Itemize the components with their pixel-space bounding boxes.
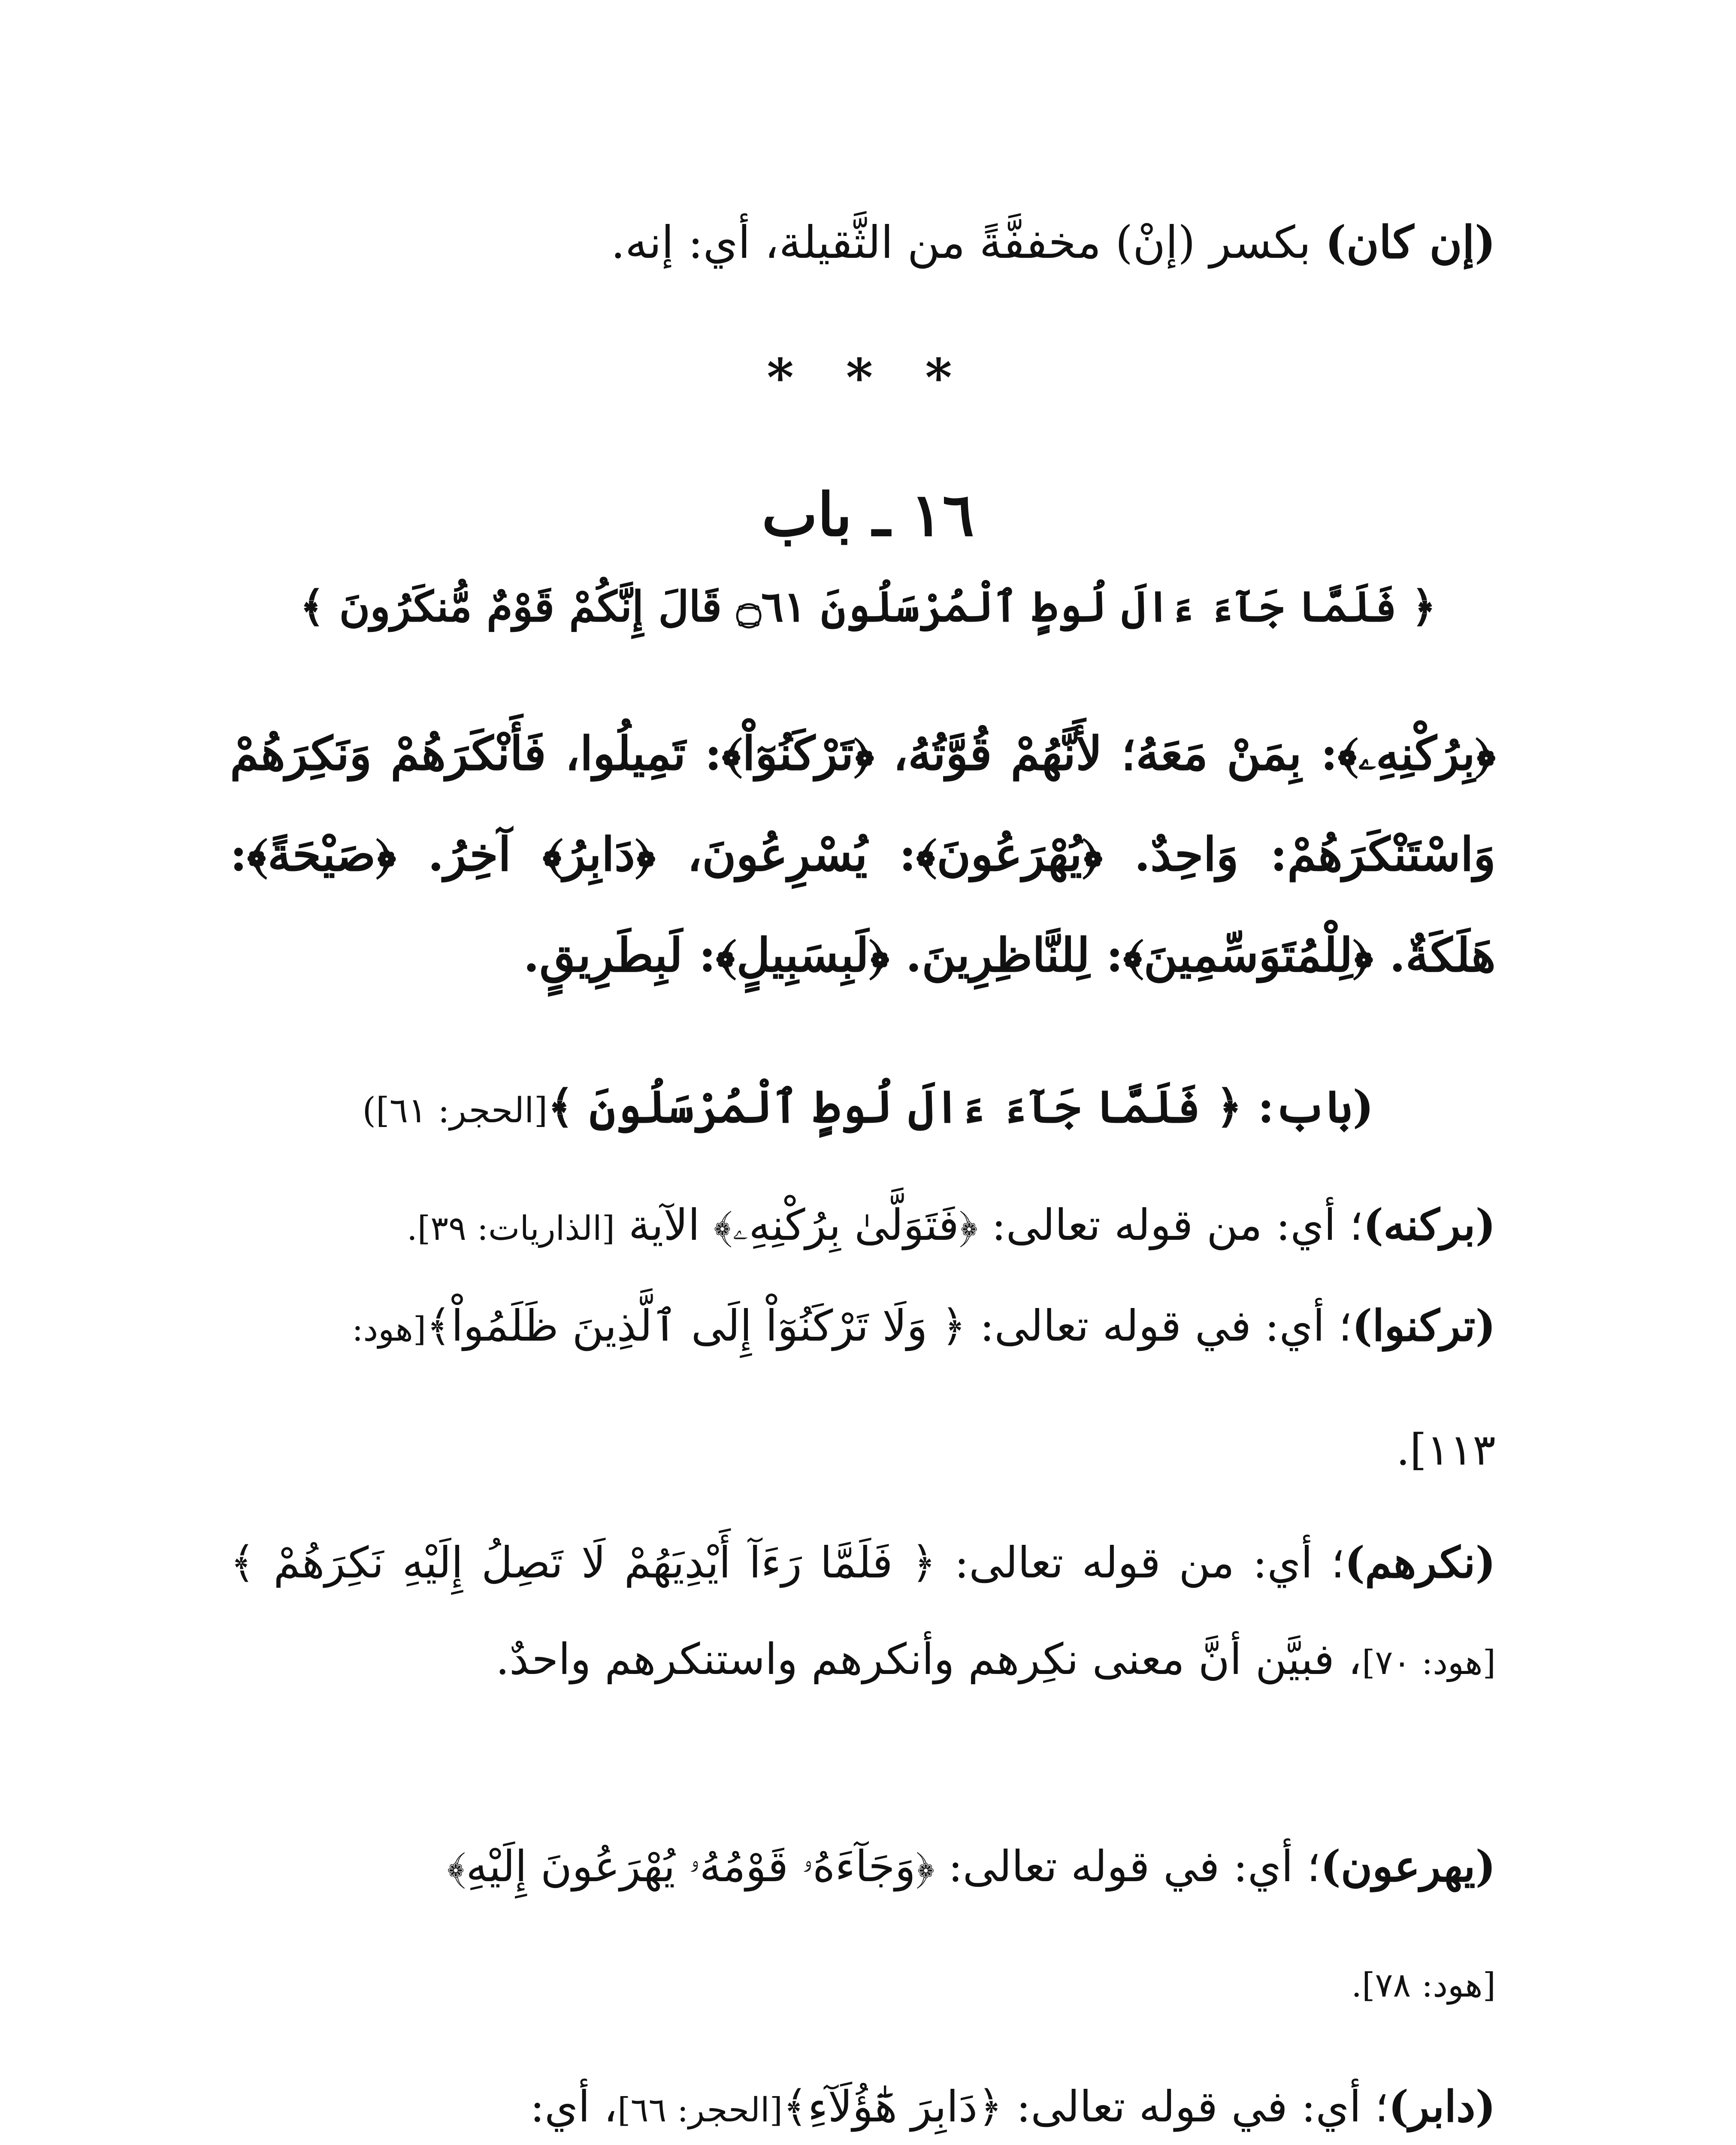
chapter-title: ١٦ ـ باب [762,480,974,550]
entry-text: ؛ أي: في قوله تعالى: ﴿ وَلَا تَرْكَنُوٓاْ إِلَى ٱلَّذِينَ ظَلَمُواْ﴾ [426,1301,1352,1351]
section-heading-text: (باب: ﴿ فَلَمَّا جَآءَ ءَالَ لُوطٍ ٱلْمُرْسَلُونَ ﴾ [547,1080,1374,1133]
entry-text: ؛ أي: من قوله تعالى: ﴿ فَلَمَّا رَءَآ أَيْدِيَهُمْ لَا تَصِلُ إِلَيْهِ نَكِرَهُمْ ﴾ [230,1538,1345,1588]
entry-tarkanu [230,1291,1496,1364]
section-heading [0,1072,1736,1145]
entry-ref: [هود: ٧٠] [1362,1643,1496,1682]
entry-continuation: ١١٣]. [1396,1425,1496,1475]
section-separator: * * * [767,347,969,408]
entry-text: ؛ أي: من قوله تعالى: ﴿فَتَوَلَّىٰ بِرُكْنِهِۦ﴾ الآية [615,1200,1363,1250]
entry-ref: [الحجر: ٦٦] [617,2091,783,2130]
entry-ref: [هود: [352,1310,426,1349]
entry-keyword: (تركنوا) [1352,1300,1496,1351]
intro-text: بكسر (إنْ) مخففَّةً من الثَّقيلة، أي: إنه. [611,216,1325,269]
entry-continuation: [هود: ٧٨]. [1351,1966,1496,2005]
entry-text: ؛ أي: في قوله تعالى: ﴿وَجَآءَهُۥ قَوْمُهُۥ يُهْرَعُونَ إِلَيْهِ﴾ [447,1841,1321,1891]
entry-keyword: (يهرعون) [1320,1841,1496,1891]
intro-paragraph [230,208,1496,277]
entry-yuhraun-continued [230,1948,1496,2020]
entry-keyword: (نكرهم) [1344,1537,1496,1588]
entry-keyword: (بركنه) [1363,1199,1496,1250]
entry-tarkanu-continued [230,1416,1496,1484]
entry-nakirahum [230,1514,1496,1711]
section-heading-ref: [الحجر: ٦١]) [362,1091,548,1131]
entry-tail: ، أي: [530,2082,618,2132]
glossary-paragraph: ﴿بِرُكْنِهِۦ﴾: بِمَنْ مَعَهُ؛ لأَنَّهُمْ قُوَّتُهُ، ﴿تَرْكَنُوٓاْ﴾: تَمِيلُوا، فَأَنْكَرَهُمْ وَنَكِرَهُمْ وَاسْتَنْكَرَهُمْ: وَاحِدٌ. ﴿يُهْرَعُونَ﴾: يُسْرِعُونَ، ﴿دَابِرُ﴾ آخِرُ. ﴿صَيْحَةً﴾: هَلَكَةٌ. ﴿لِلْمُتَوَسِّمِينَ﴾: لِلنَّاظِرِينَ. ﴿لَبِسَبِيلٍ﴾: لَبِطَرِيقٍ. [230,727,1496,982]
entry-dabir [230,2072,1496,2145]
entry-text: ؛ أي: في قوله تعالى: ﴿دَابِرَ هَٰٓؤُلَآءِ﴾ [783,2082,1389,2132]
entry-keyword: (دابر) [1388,2081,1496,2132]
entry-yuhraun [230,1832,1496,1901]
entry-barkinihi [230,1190,1496,1263]
entry-tail: ، فبيَّن أنَّ معنى نكِرهم وأنكرهم واستنكرهم واحدٌ. [496,1634,1362,1684]
chapter-verse: ﴿ فَلَمَّا جَآءَ ءَالَ لُوطٍ ٱلْمُرْسَلُونَ ۝٦١ قَالَ إِنَّكُمْ قَوْمٌ مُّنكَرُونَ ﴾ [299,582,1437,631]
entry-ref: [الذاريات: ٣٩]. [406,1209,615,1248]
intro-keyword: (إن كان) [1325,216,1496,269]
